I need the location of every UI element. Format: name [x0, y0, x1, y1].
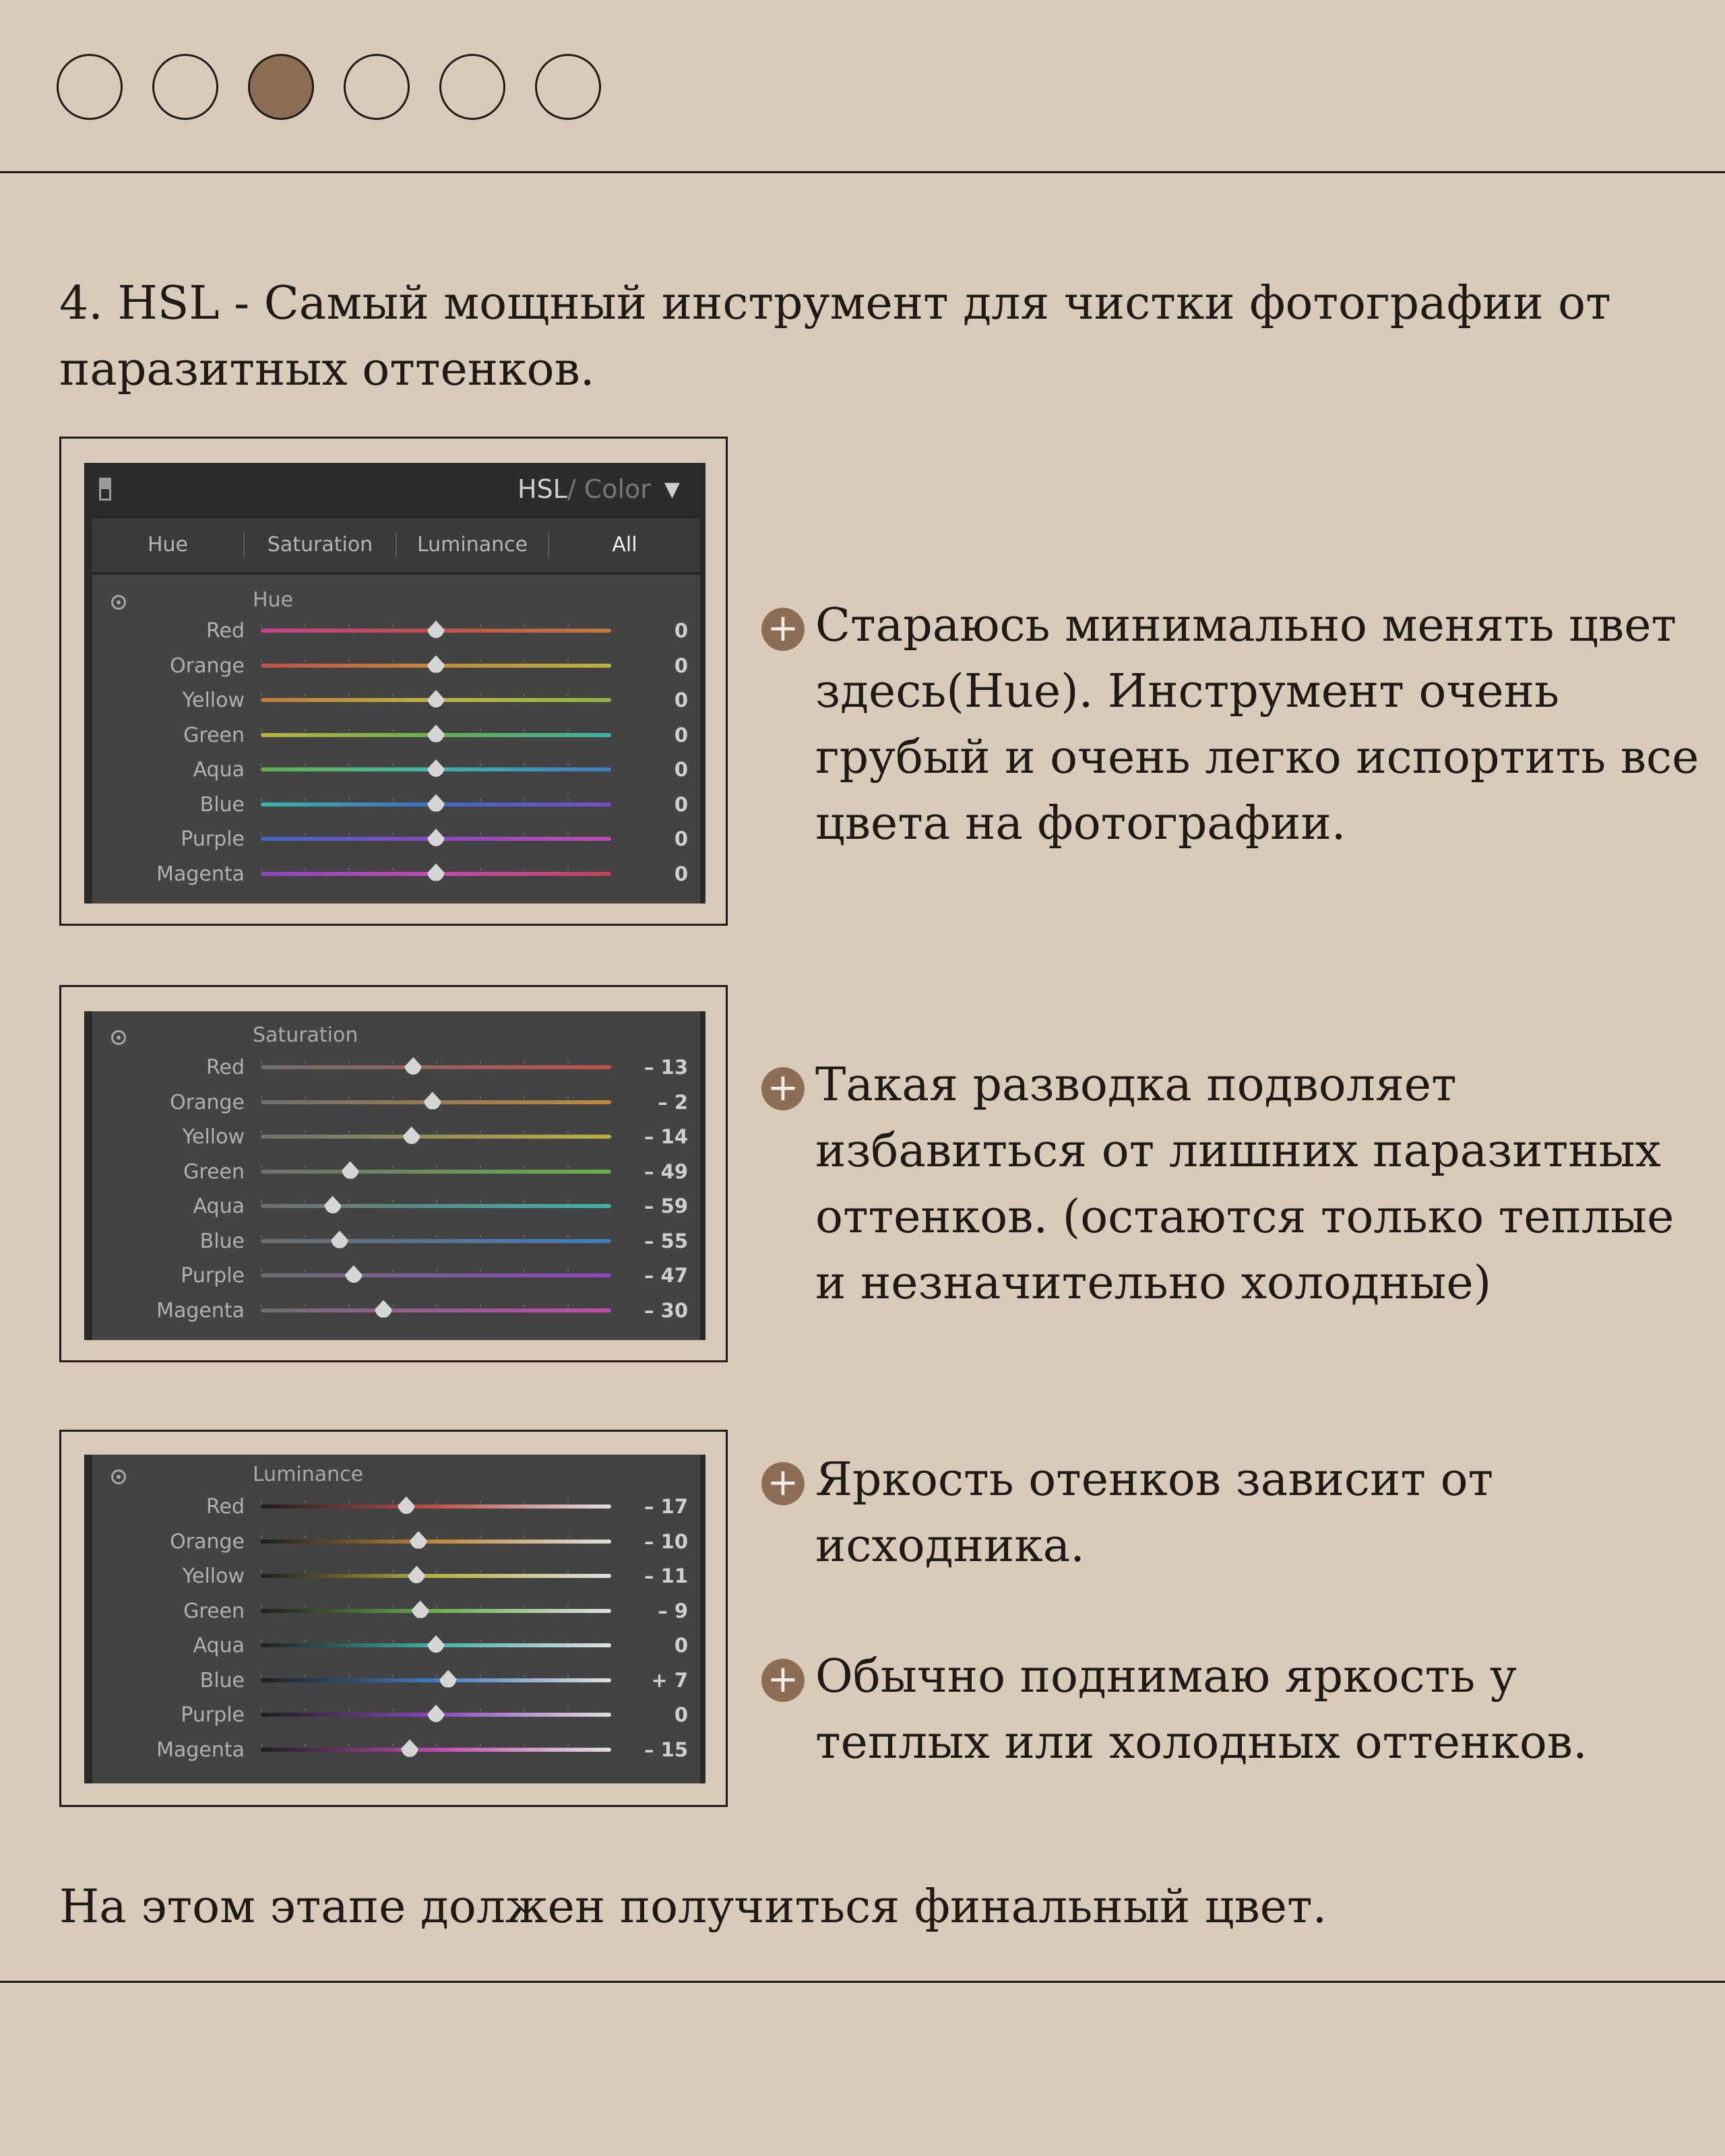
slider-ticks: [261, 1235, 611, 1238]
slider-label: Blue: [199, 1229, 245, 1253]
slider-track[interactable]: [261, 1748, 611, 1752]
slider-label: Orange: [170, 1529, 245, 1554]
hsl-panel-luminance: [84, 1455, 705, 1783]
slider-row-magenta: [92, 1294, 700, 1327]
slider-value: + 7: [651, 1668, 688, 1692]
tab-luminance[interactable]: Luminance: [397, 533, 549, 557]
panel-switch-icon[interactable]: [99, 478, 111, 501]
bullet-saturation: [761, 1052, 1705, 1317]
slider-row-red: [92, 1490, 700, 1523]
slider-row-red: [92, 614, 700, 647]
plus-icon: +: [761, 1462, 805, 1505]
slider-track[interactable]: [261, 1065, 611, 1069]
slider-value: 0: [674, 654, 688, 677]
slider-row-green: [92, 1155, 700, 1188]
slider-ticks: [261, 1605, 611, 1608]
slider-row-magenta: [92, 857, 700, 891]
slider-label: Green: [183, 1599, 245, 1623]
slider-label: Yellow: [182, 1125, 245, 1149]
slider-value: – 14: [644, 1125, 688, 1148]
slider-value: – 2: [658, 1090, 688, 1114]
slider-value: 0: [674, 723, 688, 747]
slider-track[interactable]: [261, 1204, 611, 1208]
slider-value: 0: [674, 758, 688, 781]
slider-ticks: [261, 1131, 611, 1133]
slider-label: Yellow: [182, 1564, 245, 1588]
slider-track[interactable]: [261, 1308, 611, 1312]
target-adjust-icon[interactable]: [111, 595, 126, 610]
panel-header: [92, 463, 700, 515]
slider-row-yellow: [92, 1120, 700, 1153]
slider-row-purple: [92, 822, 700, 856]
slider-value: 0: [674, 1634, 688, 1657]
hsl-panel-saturation: [84, 1011, 705, 1340]
section-title: Luminance: [253, 1463, 364, 1486]
slider-row-aqua: [92, 1189, 700, 1223]
bullet-luminance-2: [761, 1644, 1705, 1776]
tab-saturation[interactable]: Saturation: [245, 533, 397, 557]
slider-row-red: [92, 1050, 700, 1084]
slider-row-orange: [92, 1525, 700, 1558]
pagination-dot[interactable]: [57, 54, 123, 120]
target-adjust-icon[interactable]: [111, 1030, 126, 1045]
saturation-screenshot-frame: [59, 985, 728, 1362]
slider-label: Purple: [181, 1703, 245, 1727]
slider-track[interactable]: [261, 1678, 611, 1682]
hue-screenshot-frame: [59, 437, 728, 926]
slider-track[interactable]: [261, 1170, 611, 1174]
hsl-panel-hue: [84, 463, 705, 903]
luminance-screenshot-frame: [59, 1430, 728, 1807]
slider-row-purple: [92, 1259, 700, 1292]
slider-value: 0: [674, 792, 688, 816]
pagination-dot-active[interactable]: [248, 54, 314, 120]
slider-ticks: [261, 1570, 611, 1573]
pagination-dot[interactable]: [439, 54, 505, 120]
hsl-tabs: [92, 515, 700, 575]
slider-label: Magenta: [156, 862, 245, 886]
plus-icon: +: [761, 608, 805, 651]
slider-row-magenta: [92, 1733, 700, 1767]
slider-row-yellow: [92, 683, 700, 717]
slider-ticks: [261, 1166, 611, 1168]
slider-value: 0: [674, 689, 688, 711]
slider-value: 0: [674, 827, 688, 850]
slider-row-blue: [92, 1224, 700, 1258]
slider-value: – 9: [658, 1599, 688, 1622]
slider-label: Aqua: [193, 1195, 245, 1218]
slider-label: Purple: [181, 827, 245, 851]
panel-title-sub: / Color: [567, 474, 651, 504]
plus-icon: +: [761, 1659, 805, 1702]
slider-label: Red: [206, 1495, 245, 1519]
pagination-dot[interactable]: [152, 54, 218, 120]
slider-ticks: [261, 1061, 611, 1064]
slider-ticks: [261, 1269, 611, 1272]
slider-value: – 15: [644, 1738, 688, 1761]
bullet-hue: [761, 593, 1705, 857]
slider-ticks: [261, 1744, 611, 1746]
slider-value: 0: [674, 1703, 688, 1726]
slider-value: – 17: [644, 1495, 688, 1518]
slider-ticks: [261, 1500, 611, 1503]
page-heading: 4. HSL - Самый мощный инструмент для чистки фотографии от паразитных оттенков.: [59, 277, 1611, 396]
section-title: Saturation: [253, 1023, 358, 1047]
bullet-luminance-1: [761, 1447, 1705, 1579]
slider-track[interactable]: [261, 1504, 611, 1509]
slider-value: – 30: [644, 1298, 688, 1322]
slider-label: Purple: [181, 1264, 245, 1288]
pagination-dots: [57, 54, 601, 120]
slider-label: Blue: [199, 1668, 245, 1692]
slider-value: – 13: [644, 1056, 688, 1079]
slider-value: 0: [674, 619, 688, 642]
slider-row-yellow: [92, 1559, 700, 1593]
slider-track[interactable]: [261, 1239, 611, 1243]
slider-label: Blue: [199, 792, 245, 817]
slider-label: Aqua: [193, 1634, 245, 1657]
slider-track[interactable]: [261, 1135, 611, 1139]
slider-label: Magenta: [156, 1738, 245, 1762]
tab-hue[interactable]: Hue: [92, 533, 245, 557]
plus-icon: +: [761, 1067, 805, 1110]
slider-value: – 59: [644, 1195, 688, 1217]
slider-label: Aqua: [193, 758, 245, 782]
slider-ticks: [261, 1674, 611, 1677]
slider-row-orange: [92, 649, 700, 683]
slider-value: – 11: [644, 1564, 688, 1587]
footer-text: На этом этапе должен получиться финальный цвет.: [59, 1880, 1327, 1934]
slider-value: – 47: [644, 1264, 688, 1287]
slider-row-aqua: [92, 753, 700, 786]
slider-ticks: [261, 1304, 611, 1307]
bullet-text: Стараюсь минимально менять цвет здесь(Hue). Инструмент очень грубый и очень легко испортить все цвета на фотографии.: [815, 599, 1699, 850]
pagination-dot[interactable]: [535, 54, 601, 120]
slider-value: – 55: [644, 1229, 688, 1253]
top-divider: [0, 171, 1725, 173]
slider-row-green: [92, 1594, 700, 1628]
collapse-triangle-icon[interactable]: ▼: [664, 477, 680, 501]
slider-track[interactable]: [261, 1540, 611, 1544]
slider-label: Yellow: [182, 689, 245, 712]
slider-row-green: [92, 718, 700, 752]
bullet-text: Такая разводка подволяет избавиться от лишних паразитных оттенков. (остаются только теплые и незначительно холодные): [815, 1058, 1674, 1310]
slider-row-purple: [92, 1698, 700, 1732]
slider-row-blue: [92, 788, 700, 821]
panel-title: HSL: [517, 474, 567, 504]
slider-track[interactable]: [261, 1273, 611, 1277]
slider-row-blue: [92, 1663, 700, 1697]
slider-ticks: [261, 1200, 611, 1203]
slider-row-orange: [92, 1085, 700, 1119]
slider-label: Orange: [170, 1090, 245, 1114]
slider-value: 0: [674, 862, 688, 885]
slider-label: Red: [206, 619, 245, 643]
slider-value: – 49: [644, 1160, 688, 1183]
bullet-text: Яркость отенков зависит от исходника.: [815, 1453, 1494, 1573]
pagination-dot[interactable]: [344, 54, 410, 120]
slider-track[interactable]: [261, 1609, 611, 1613]
slider-track[interactable]: [261, 1574, 611, 1578]
slider-label: Green: [183, 723, 245, 747]
slider-label: Green: [183, 1160, 245, 1184]
section-title: Hue: [253, 588, 294, 612]
slider-label: Magenta: [156, 1298, 245, 1323]
bottom-divider: [0, 1981, 1725, 1983]
slider-row-aqua: [92, 1628, 700, 1662]
slider-ticks: [261, 1535, 611, 1538]
tab-all[interactable]: All: [612, 533, 637, 557]
slider-label: Red: [206, 1056, 245, 1079]
target-adjust-icon[interactable]: [111, 1469, 126, 1484]
slider-label: Orange: [170, 654, 245, 678]
bullet-text: Обычно поднимаю яркость у теплых или холодных оттенков.: [815, 1650, 1588, 1769]
slider-value: – 10: [644, 1529, 688, 1553]
